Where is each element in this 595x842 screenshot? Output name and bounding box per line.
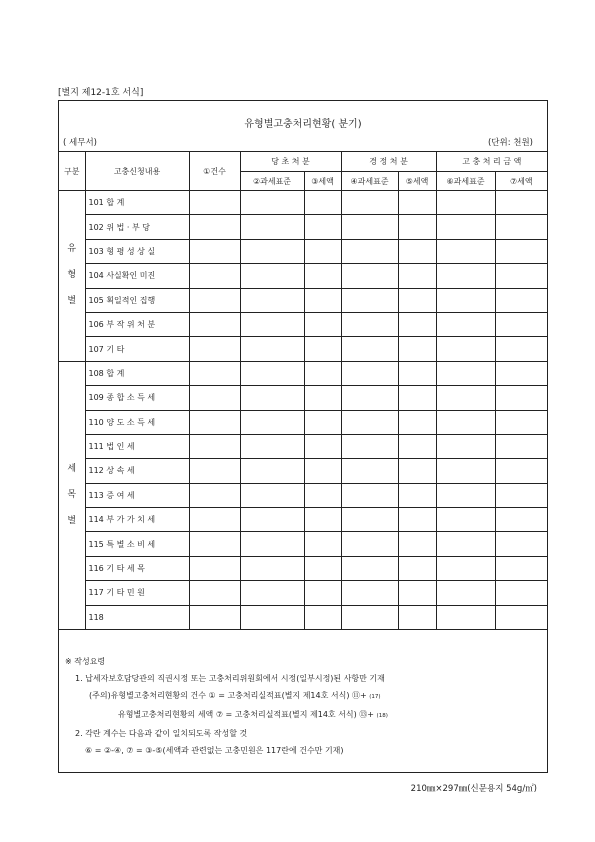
entry-cell[interactable] (189, 312, 240, 336)
entry-cell[interactable] (436, 288, 495, 312)
entry-cell[interactable] (495, 239, 547, 263)
entry-cell[interactable] (189, 556, 240, 580)
instruction-line-3-ref: (18) (376, 713, 388, 719)
entry-cell[interactable] (341, 556, 398, 580)
entry-cell[interactable] (304, 556, 341, 580)
table-row (59, 508, 547, 532)
entry-cell[interactable] (304, 434, 341, 458)
entry-cell[interactable] (240, 386, 304, 410)
instruction-line-4: 2. 각란 계수는 다음과 같이 일치되도록 작성할 것 (75, 729, 248, 738)
entry-cell[interactable] (436, 239, 495, 263)
row-label: 114 부 가 가 치 세 (85, 508, 189, 532)
entry-cell[interactable] (436, 410, 495, 434)
instructions (65, 653, 545, 759)
table-row (59, 337, 547, 361)
entry-cell[interactable] (495, 434, 547, 458)
entry-cell[interactable] (189, 264, 240, 288)
entry-cell[interactable] (398, 191, 436, 215)
entry-cell[interactable] (495, 605, 547, 629)
row-label: 115 특 별 소 비 세 (85, 532, 189, 556)
entry-cell[interactable] (304, 508, 341, 532)
table-row (59, 239, 547, 263)
table-row (59, 312, 547, 336)
tax-office-field: ( 세무서) (63, 138, 97, 148)
header-corrected-disposition: 경 정 처 분 (341, 152, 436, 172)
entry-cell[interactable] (189, 215, 240, 239)
entry-cell[interactable] (304, 459, 341, 483)
entry-cell[interactable] (495, 361, 547, 385)
table-row (59, 386, 547, 410)
header-c3: ③세액 (304, 172, 341, 191)
entry-cell[interactable] (240, 532, 304, 556)
entry-cell[interactable] (240, 264, 304, 288)
row-label: 104 사실확인 미진 (85, 264, 189, 288)
table-row (59, 191, 547, 215)
entry-cell[interactable] (189, 386, 240, 410)
entry-cell[interactable] (341, 532, 398, 556)
entry-cell[interactable] (436, 215, 495, 239)
entry-cell[interactable] (398, 434, 436, 458)
instruction-line-2-text: (주의)유형별고충처리현황의 건수 ① = 고충처리실적표(별지 제14호 서식) ⑪+ (89, 691, 367, 700)
entry-cell[interactable] (240, 581, 304, 605)
form-title: 유형별고충처리현황( 분기) (244, 119, 362, 130)
entry-cell[interactable] (436, 556, 495, 580)
entry-cell[interactable] (436, 459, 495, 483)
header-initial-disposition: 당 초 처 분 (240, 152, 341, 172)
table-row (59, 434, 547, 458)
group-char: 별 (67, 515, 77, 526)
group-label-group2 (59, 361, 85, 629)
table-row (59, 215, 547, 239)
entry-cell[interactable] (398, 239, 436, 263)
entry-cell[interactable] (304, 386, 341, 410)
entry-cell[interactable] (398, 532, 436, 556)
entry-cell[interactable] (398, 508, 436, 532)
table-row (59, 361, 547, 385)
row-label: 106 부 작 위 처 분 (85, 312, 189, 336)
entry-cell[interactable] (240, 191, 304, 215)
form-frame (58, 100, 548, 773)
entry-cell[interactable] (495, 264, 547, 288)
entry-cell[interactable] (436, 191, 495, 215)
entry-cell[interactable] (398, 410, 436, 434)
entry-cell[interactable] (189, 239, 240, 263)
entry-cell[interactable] (436, 434, 495, 458)
entry-cell[interactable] (240, 312, 304, 336)
entry-cell[interactable] (436, 605, 495, 629)
entry-cell[interactable] (341, 508, 398, 532)
entry-cell[interactable] (495, 532, 547, 556)
table-row (59, 459, 547, 483)
group-char: 목 (67, 489, 77, 500)
table-row (59, 581, 547, 605)
entry-cell[interactable] (304, 215, 341, 239)
entry-cell[interactable] (436, 386, 495, 410)
unit-label: (단위: 천원) (487, 138, 533, 148)
entry-cell[interactable] (341, 191, 398, 215)
entry-cell[interactable] (495, 483, 547, 507)
entry-cell[interactable] (240, 361, 304, 385)
table-row (59, 532, 547, 556)
entry-cell[interactable] (341, 288, 398, 312)
row-label: 103 형 평 성 상 실 (85, 239, 189, 263)
instruction-line-2-ref: (17) (369, 694, 381, 700)
header-c2: ②과세표준 (240, 172, 304, 191)
entry-cell[interactable] (436, 581, 495, 605)
entry-cell[interactable] (240, 434, 304, 458)
group-label-group1 (59, 191, 85, 362)
entry-cell[interactable] (495, 191, 547, 215)
header-content: 고충신청내용 (85, 152, 189, 191)
row-label: 109 종 합 소 득 세 (85, 386, 189, 410)
row-label: 101 합 계 (85, 191, 189, 215)
instruction-line-3 (65, 706, 545, 725)
entry-cell[interactable] (304, 337, 341, 361)
entry-cell[interactable] (495, 556, 547, 580)
entry-cell[interactable] (304, 361, 341, 385)
entry-cell[interactable] (436, 483, 495, 507)
entry-cell[interactable] (240, 410, 304, 434)
row-label: 107 기 타 (85, 337, 189, 361)
entry-cell[interactable] (341, 483, 398, 507)
entry-cell[interactable] (398, 556, 436, 580)
instruction-line-2 (65, 687, 545, 706)
entry-cell[interactable] (304, 532, 341, 556)
entry-cell[interactable] (495, 386, 547, 410)
entry-cell[interactable] (304, 264, 341, 288)
entry-cell[interactable] (436, 337, 495, 361)
table-row (59, 410, 547, 434)
entry-cell[interactable] (341, 410, 398, 434)
entry-cell[interactable] (189, 434, 240, 458)
entry-cell[interactable] (304, 581, 341, 605)
entry-cell[interactable] (240, 605, 304, 629)
entry-cell[interactable] (189, 191, 240, 215)
header-category: 구분 (59, 152, 85, 191)
entry-cell[interactable] (398, 361, 436, 385)
entry-cell[interactable] (304, 239, 341, 263)
entry-cell[interactable] (240, 337, 304, 361)
instruction-line-3-text: 유형별고충처리현황의 세액 ⑦ = 고충처리실적표(별지 제14호 서식) ⑬+ (118, 710, 374, 719)
entry-cell[interactable] (189, 605, 240, 629)
entry-cell[interactable] (304, 483, 341, 507)
entry-cell[interactable] (341, 361, 398, 385)
table-row (59, 605, 547, 629)
header-c5: ⑤세액 (398, 172, 436, 191)
entry-cell[interactable] (240, 459, 304, 483)
entry-cell[interactable] (398, 288, 436, 312)
entry-cell[interactable] (495, 337, 547, 361)
entry-cell[interactable] (240, 239, 304, 263)
entry-cell[interactable] (304, 191, 341, 215)
table-row (59, 483, 547, 507)
entry-cell[interactable] (189, 410, 240, 434)
entry-cell[interactable] (495, 288, 547, 312)
report-table (59, 151, 547, 630)
entry-cell[interactable] (189, 288, 240, 312)
entry-cell[interactable] (398, 483, 436, 507)
instruction-line-1: 1. 납세자보호담당관의 직권시정 또는 고충처리위원회에서 시정(일부시정)된 사항만 기재 (75, 674, 385, 683)
header-c7: ⑦세액 (495, 172, 547, 191)
entry-cell[interactable] (495, 508, 547, 532)
entry-cell[interactable] (436, 312, 495, 336)
entry-cell[interactable] (341, 434, 398, 458)
group-char: 유 (67, 244, 77, 255)
row-label: 118 (85, 605, 189, 629)
entry-cell[interactable] (495, 410, 547, 434)
header-count: ①건수 (189, 152, 240, 191)
row-label: 116 기 타 세 목 (85, 556, 189, 580)
entry-cell[interactable] (189, 459, 240, 483)
group-char: 별 (67, 296, 77, 307)
group-char: 세 (67, 463, 77, 474)
entry-cell[interactable] (398, 581, 436, 605)
entry-cell[interactable] (240, 288, 304, 312)
entry-cell[interactable] (304, 312, 341, 336)
entry-cell[interactable] (189, 337, 240, 361)
entry-cell[interactable] (341, 215, 398, 239)
entry-cell[interactable] (398, 264, 436, 288)
entry-cell[interactable] (304, 410, 341, 434)
entry-cell[interactable] (341, 264, 398, 288)
entry-cell[interactable] (436, 532, 495, 556)
row-label: 112 상 속 세 (85, 459, 189, 483)
entry-cell[interactable] (189, 483, 240, 507)
entry-cell[interactable] (304, 288, 341, 312)
entry-cell[interactable] (398, 312, 436, 336)
row-label: 108 합 계 (85, 361, 189, 385)
entry-cell[interactable] (495, 312, 547, 336)
group-char: 형 (67, 270, 77, 281)
row-label: 102 위 법 · 부 당 (85, 215, 189, 239)
entry-cell[interactable] (189, 581, 240, 605)
table-row (59, 264, 547, 288)
row-label: 117 기 타 민 원 (85, 581, 189, 605)
entry-cell[interactable] (495, 215, 547, 239)
header-handled-amount: 고 충 처 리 금 액 (436, 152, 547, 172)
entry-cell[interactable] (436, 264, 495, 288)
form-label: [별지 제12-1호 서식] (58, 88, 144, 98)
entry-cell[interactable] (398, 386, 436, 410)
entry-cell[interactable] (304, 605, 341, 629)
entry-cell[interactable] (189, 361, 240, 385)
row-label: 105 획일적인 집행 (85, 288, 189, 312)
entry-cell[interactable] (436, 361, 495, 385)
entry-cell[interactable] (341, 312, 398, 336)
entry-cell[interactable] (341, 386, 398, 410)
header-c4: ④과세표준 (341, 172, 398, 191)
entry-cell[interactable] (240, 483, 304, 507)
entry-cell[interactable] (436, 508, 495, 532)
paper-spec: 210㎜×297㎜(신문용지 54g/㎡) (410, 784, 537, 794)
row-label: 110 양 도 소 득 세 (85, 410, 189, 434)
entry-cell[interactable] (495, 459, 547, 483)
row-label: 113 증 여 세 (85, 483, 189, 507)
entry-cell[interactable] (341, 337, 398, 361)
entry-cell[interactable] (398, 605, 436, 629)
instructions-heading: ※ 작성요령 (65, 657, 106, 666)
table-row (59, 556, 547, 580)
header-c6: ⑥과세표준 (436, 172, 495, 191)
entry-cell[interactable] (341, 459, 398, 483)
entry-cell[interactable] (240, 556, 304, 580)
entry-cell[interactable] (240, 215, 304, 239)
entry-cell[interactable] (495, 581, 547, 605)
entry-cell[interactable] (341, 605, 398, 629)
row-label: 111 법 인 세 (85, 434, 189, 458)
entry-cell[interactable] (398, 337, 436, 361)
instruction-line-5: ⑥ = ②-④, ⑦ = ③-⑤(세액과 관련없는 고충민원은 117란에 건수만 기재) (85, 746, 344, 755)
table-row (59, 288, 547, 312)
entry-cell[interactable] (398, 215, 436, 239)
entry-cell[interactable] (189, 508, 240, 532)
entry-cell[interactable] (341, 239, 398, 263)
entry-cell[interactable] (240, 508, 304, 532)
entry-cell[interactable] (341, 581, 398, 605)
entry-cell[interactable] (189, 532, 240, 556)
entry-cell[interactable] (398, 459, 436, 483)
